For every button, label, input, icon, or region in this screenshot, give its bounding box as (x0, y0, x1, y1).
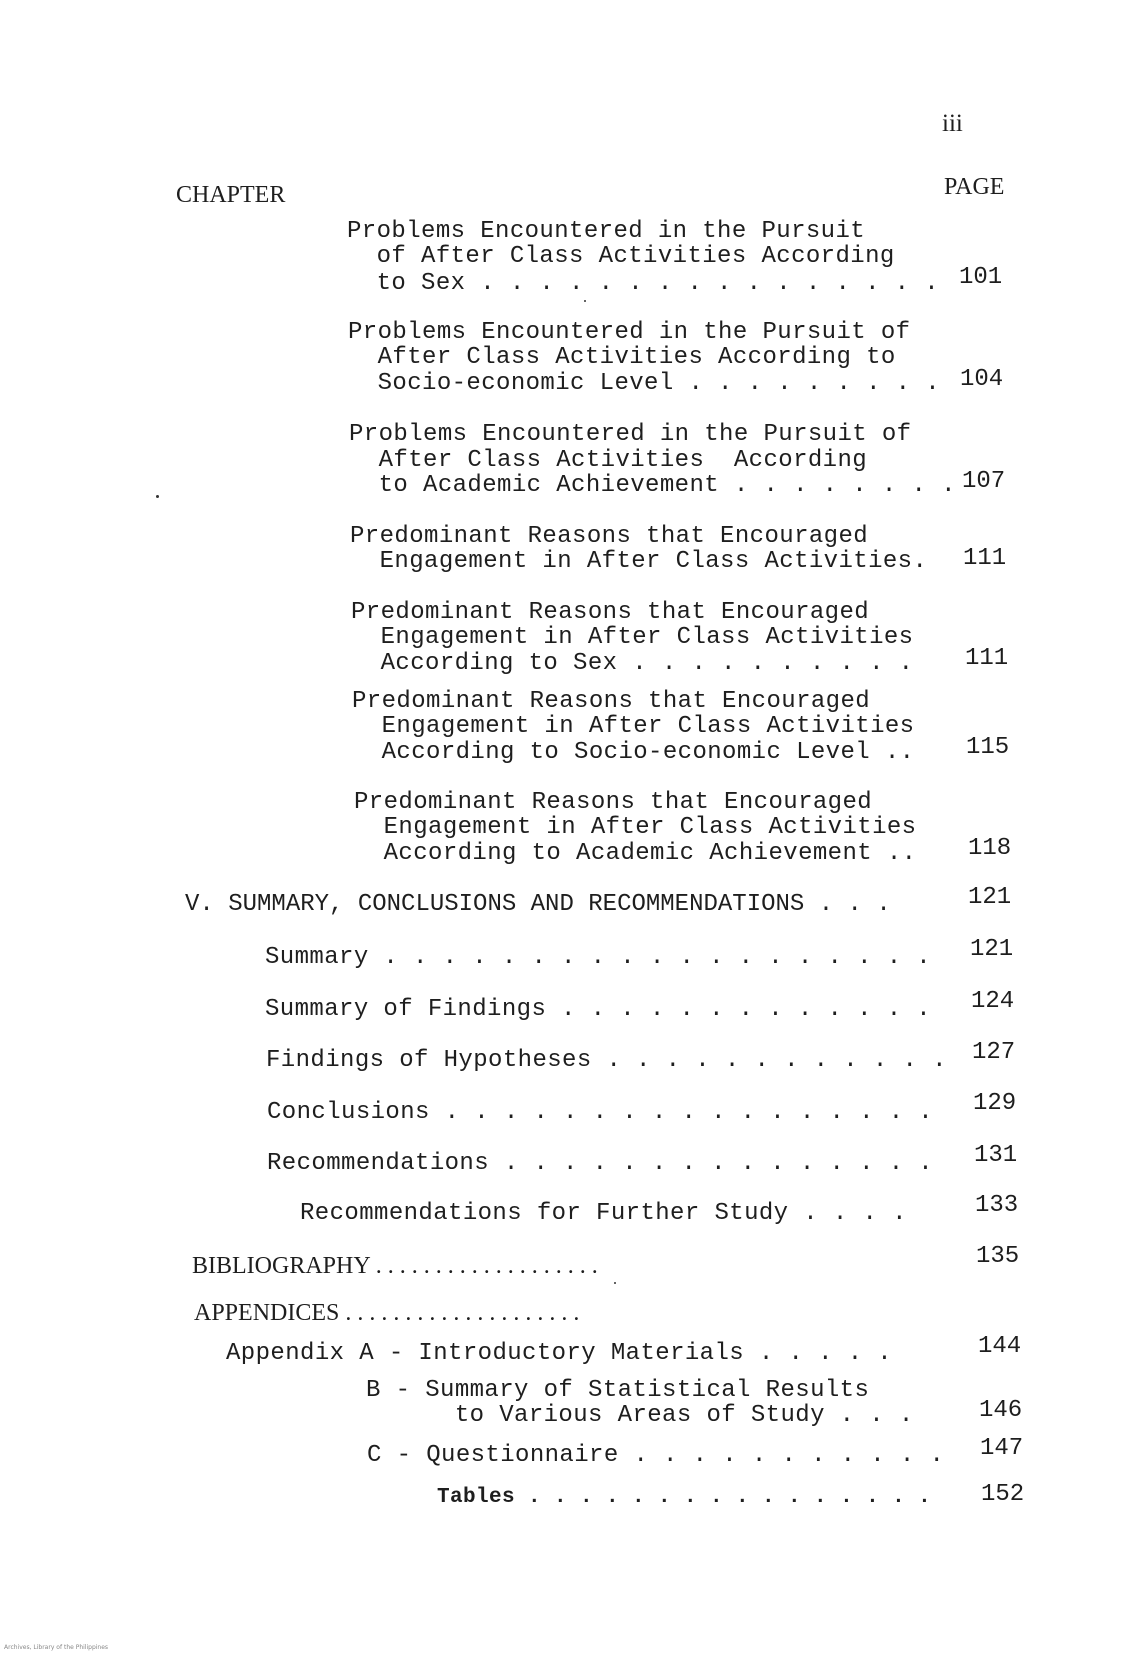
toc-entry-line: Conclusions . . . . . . . . . . . . . . . . . (267, 1099, 934, 1126)
toc-page-number: 127 (972, 1039, 1016, 1066)
toc-entry-line: Predominant Reasons that Encouraged (350, 523, 869, 550)
toc-entry-line: Problems Encountered in the Pursuit (347, 218, 866, 245)
toc-entry-line: Engagement in After Class Activities (352, 713, 915, 740)
toc-page-number: 111 (963, 545, 1007, 572)
toc-page-number: 135 (976, 1243, 1020, 1270)
toc-entry-line: Problems Encountered in the Pursuit of (348, 319, 911, 346)
toc-entry-line: C - Questionnaire . . . . . . . . . . . (367, 1442, 945, 1469)
toc-page-number: 133 (975, 1192, 1019, 1219)
toc-entry-line: Engagement in After Class Activities (351, 624, 914, 651)
toc-page-number: 121 (968, 884, 1012, 911)
toc-entry-line: According to Sex . . . . . . . . . . (351, 650, 914, 677)
toc-entry-line: Engagement in After Class Activities. (350, 548, 928, 575)
toc-page-number: 146 (979, 1397, 1023, 1424)
toc-page-number: 101 (959, 264, 1003, 291)
scan-speck (614, 1282, 616, 1284)
appendices-heading: APPENDICES . . . . . . . . . . . . . . . . . . . . (194, 1300, 580, 1326)
toc-entry-line: Recommendations . . . . . . . . . . . . . . . (267, 1150, 934, 1177)
toc-page-number: 129 (973, 1090, 1017, 1117)
toc-entry-line: After Class Activities According to (348, 344, 896, 371)
toc-entry-line: Problems Encountered in the Pursuit of (349, 421, 912, 448)
toc-entry-line: According to Socio-economic Level .. (352, 739, 915, 766)
toc-entry-line: Findings of Hypotheses . . . . . . . . . . . . (266, 1047, 947, 1074)
toc-page-number: 118 (968, 835, 1012, 862)
bibliography-heading: BIBLIOGRAPHY . . . . . . . . . . . . . . . . . . . (192, 1253, 598, 1279)
toc-entry-line: Engagement in After Class Activities (354, 814, 917, 841)
page-number: iii (942, 110, 963, 137)
toc-entry-line: Predominant Reasons that Encouraged (351, 599, 870, 626)
page-column-label: PAGE (944, 174, 1005, 200)
toc-page-number: 152 (981, 1481, 1025, 1508)
toc-entry-line: Summary . . . . . . . . . . . . . . . . . . . (265, 944, 932, 971)
toc-entry-line: Predominant Reasons that Encouraged (354, 789, 873, 816)
scan-footer-note: Archives, Library of the Philippines (4, 1644, 109, 1651)
chapter-label: CHAPTER (176, 182, 286, 208)
toc-entry-line: Tables . . . . . . . . . . . . . . . . (437, 1486, 932, 1509)
toc-entry-line: B - Summary of Statistical Results (366, 1377, 870, 1404)
toc-page-number: 111 (965, 645, 1009, 672)
toc-entry-line: to Various Areas of Study . . . (366, 1402, 914, 1429)
toc-entry-line: Socio-economic Level . . . . . . . . . (348, 370, 941, 397)
scan-speck (584, 300, 586, 302)
toc-entry-line: Appendix A - Introductory Materials . . . . . (226, 1340, 893, 1367)
scan-speck (156, 495, 159, 498)
toc-page-number: 124 (971, 988, 1015, 1015)
toc-page-number: 147 (980, 1435, 1024, 1462)
chapter-heading: V. SUMMARY, CONCLUSIONS AND RECOMMENDATIONS . . . (185, 891, 891, 918)
toc-entry-line: After Class Activities According (349, 447, 868, 474)
toc-entry-line: Summary of Findings . . . . . . . . . . . . . (265, 996, 932, 1023)
toc-page-number: 144 (978, 1333, 1022, 1360)
toc-page-number: 131 (974, 1142, 1018, 1169)
toc-page-number: 104 (960, 366, 1004, 393)
toc-page-number: 121 (970, 936, 1014, 963)
toc-entry-line: of After Class Activities According (347, 243, 895, 270)
toc-entry-line: Recommendations for Further Study . . . . (300, 1200, 907, 1227)
toc-page-number: 115 (966, 734, 1010, 761)
toc-entry-line: to Academic Achievement . . . . . . . . (349, 472, 956, 499)
toc-entry-line: According to Academic Achievement .. (354, 840, 917, 867)
toc-entry-line: Predominant Reasons that Encouraged (352, 688, 871, 715)
toc-page-number: 107 (962, 468, 1006, 495)
toc-entry-line: to Sex . . . . . . . . . . . . . . . . (347, 270, 940, 297)
